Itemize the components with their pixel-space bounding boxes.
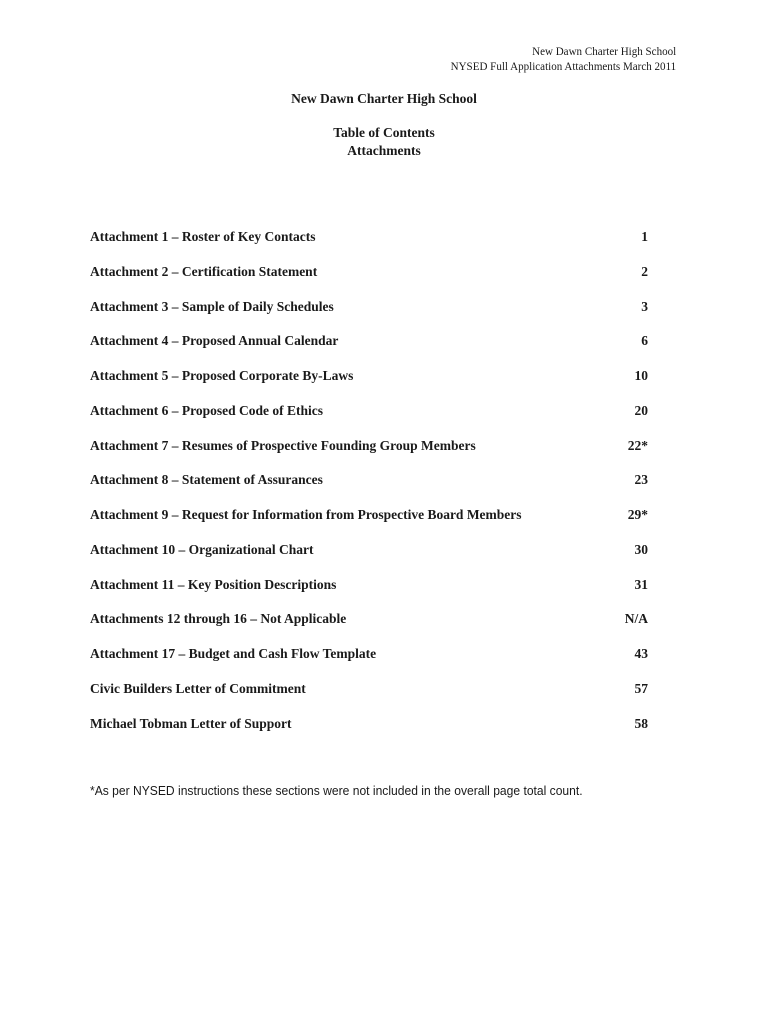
document-title: New Dawn Charter High School [291,91,477,106]
toc-entry [90,610,660,645]
toc-entry-page: 57 [634,680,648,696]
toc-entry [90,332,660,367]
toc-entry-page: 10 [634,368,648,383]
toc-entry-page: 22* [627,437,648,453]
toc-entry-page: 29* [627,507,648,522]
toc-entry-label: Attachment 5 – Proposed Corporate By-Laws [90,368,354,383]
toc-entry-label: Civic Builders Letter of Commitment [90,680,306,696]
toc-entry-label: Attachment 3 – Sample of Daily Schedules [90,298,334,314]
toc-entry-page: 31 [634,576,648,592]
toc-entry [90,228,660,263]
toc-entry-label: Attachment 11 – Key Position Descriptions [90,576,337,592]
toc-entry-label: Attachment 10 – Organizational Chart [90,541,314,557]
header-application-line: NYSED Full Application Attachments March 2011 [450,59,676,73]
footnote: *As per NYSED instructions these sections were not included in the overall page total count. [90,783,583,798]
toc-entry-page: 20 [634,402,648,418]
toc-entry [90,471,660,506]
toc-entry [90,437,660,472]
toc-entry-page: 6 [641,333,648,349]
toc-list [90,228,660,749]
toc-entry [90,541,660,576]
toc-subtitle: Attachments [347,143,421,158]
toc-entry-page: 58 [634,715,648,731]
header-school-name: New Dawn Charter High School [531,44,676,58]
toc-entry-page: 30 [634,541,648,557]
toc-entry-label: Attachment 6 – Proposed Code of Ethics [90,402,323,418]
toc-entry-page: 43 [634,646,648,661]
toc-entry-page: 23 [634,472,648,488]
toc-entry [90,506,660,541]
toc-entry-label: Attachment 7 – Resumes of Prospective Founding Group Members [90,437,476,453]
toc-entry [90,263,660,298]
toc-entry-label: Attachment 8 – Statement of Assurances [90,472,323,488]
toc-entry [90,645,660,680]
toc-title: Table of Contents [333,125,435,140]
toc-entry [90,367,660,402]
toc-entry-label: Attachment 9 – Request for Information from Prospective Board Members [90,507,522,522]
toc-entry-label: Attachment 4 – Proposed Annual Calendar [90,333,339,349]
toc-entry-label: Michael Tobman Letter of Support [90,715,292,731]
page-header [450,44,676,74]
toc-entry-page: N/A [624,611,648,627]
toc-entry-label: Attachment 2 – Certification Statement [90,263,318,279]
toc-entry-label: Attachments 12 through 16 – Not Applicable [90,611,347,627]
toc-entry-label: Attachment 17 – Budget and Cash Flow Template [90,646,377,661]
toc-entry-label: Attachment 1 – Roster of Key Contacts [90,229,316,244]
toc-entry [90,402,660,437]
toc-entry [90,576,660,611]
toc-entry-page: 1 [641,229,648,244]
toc-entry-page: 3 [641,298,648,314]
toc-entry [90,298,660,333]
toc-entry [90,680,660,715]
toc-entry [90,715,660,750]
toc-entry-page: 2 [641,263,648,279]
